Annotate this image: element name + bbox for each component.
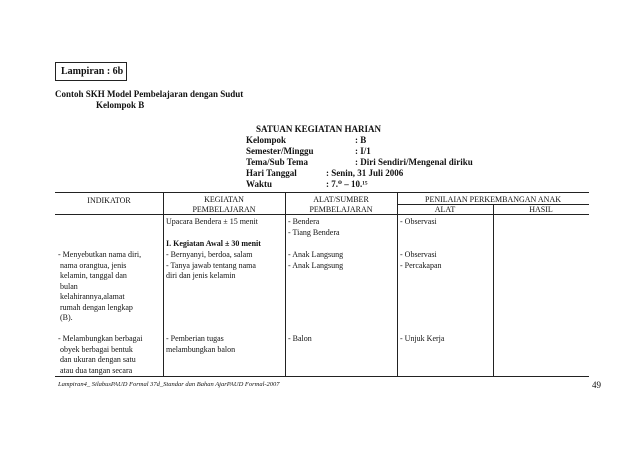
penilaian-line: - Observasi xyxy=(400,250,437,259)
indikator-line: obyek berbagai bentuk xyxy=(60,344,133,354)
header-indikator: INDIKATOR xyxy=(87,196,131,205)
skh-label: Tema/Sub Tema xyxy=(246,157,308,167)
kegiatan-line: - Pemberian tugas xyxy=(166,334,224,343)
table-header-border xyxy=(55,214,589,215)
skh-label: Hari Tanggal xyxy=(246,168,297,178)
skh-label: Semester/Minggu xyxy=(246,146,314,156)
kegiatan-line: - Bernyanyi, berdoa, salam xyxy=(166,250,253,259)
indikator-line: - Melambungkan berbagai xyxy=(58,334,143,343)
alat-line: - Anak Langsung xyxy=(288,260,344,270)
alat-line: - Tiang Bendera xyxy=(288,228,340,237)
indikator-line: rumah dengan lengkap xyxy=(60,302,133,312)
header-alat-sumber: PEMBELAJARAN xyxy=(309,205,373,214)
skh-title: SATUAN KEGIATAN HARIAN xyxy=(256,124,382,134)
header-kegiatan: PEMBELAJARAN xyxy=(192,205,256,214)
header-kegiatan: KEGIATAN xyxy=(204,195,244,204)
alat-line: - Anak Langsung xyxy=(288,250,344,259)
kegiatan-line: Upacara Bendera ± 15 menit xyxy=(166,217,258,226)
skh-value: : Diri Sendiri/Mengenal diriku xyxy=(355,157,473,167)
indikator-line: bulan xyxy=(60,281,78,291)
indikator-line: - Menyebutkan nama diri, xyxy=(58,250,142,259)
header-alat-sumber: ALAT/SUMBER xyxy=(313,195,369,204)
skh-label: Waktu xyxy=(246,179,273,189)
alat-line: - Bendera xyxy=(288,217,320,226)
kegiatan-line: I. Kegiatan Awal ± 30 menit xyxy=(166,239,261,248)
indikator-line: kelamin, tanggal dan xyxy=(60,271,127,280)
column-divider xyxy=(285,192,286,376)
penilaian-line: - Percakapan xyxy=(400,260,442,270)
kegiatan-line: melambungkan balon xyxy=(166,344,236,354)
indikator-line: dan ukuran dengan satu xyxy=(60,355,136,364)
penilaian-line: - Observasi xyxy=(400,217,437,226)
alat-line: - Balon xyxy=(288,334,312,343)
skh-value: : I/1 xyxy=(355,146,371,156)
page-number: 49 xyxy=(592,380,601,390)
column-divider xyxy=(493,204,494,376)
indikator-line: atau dua tangan secara xyxy=(60,365,133,375)
header-penilaian: PENILAIAN PERKEMBANGAN ANAK xyxy=(425,195,561,204)
lampiran-label: Lampiran : 6b xyxy=(55,62,127,81)
skh-label: Kelompok xyxy=(246,135,287,145)
footer-text: Lampiran4_ SilabusPAUD Formal 37d_Standar dan Bahan AjarPAUD Formal-2007 xyxy=(58,381,280,388)
header-penilaian-alat: ALAT xyxy=(434,205,456,214)
skh-value: : 7.⁰ – 10.¹⁵ xyxy=(326,179,368,189)
contoh-title: Contoh SKH Model Pembelajaran dengan Sudut xyxy=(55,89,244,99)
skh-value: : Senin, 31 Juli 2006 xyxy=(326,168,404,178)
penilaian-line: - Unjuk Kerja xyxy=(400,334,445,343)
table-bottom-border xyxy=(55,376,589,377)
kelompok-subtitle: Kelompok B xyxy=(96,100,145,110)
indikator-line: kelahirannya,alamat xyxy=(60,292,125,301)
kegiatan-line: - Tanya jawab tentang nama xyxy=(166,260,256,270)
header-penilaian-hasil: HASIL xyxy=(529,205,553,214)
column-divider xyxy=(163,192,164,376)
skh-value: : B xyxy=(355,135,367,145)
kegiatan-line: diri dan jenis kelamin xyxy=(166,271,236,280)
column-divider xyxy=(397,192,398,376)
indikator-line: nama orangtua, jenis xyxy=(60,260,127,270)
table-top-border xyxy=(55,192,589,193)
indikator-line: (B). xyxy=(60,313,73,322)
